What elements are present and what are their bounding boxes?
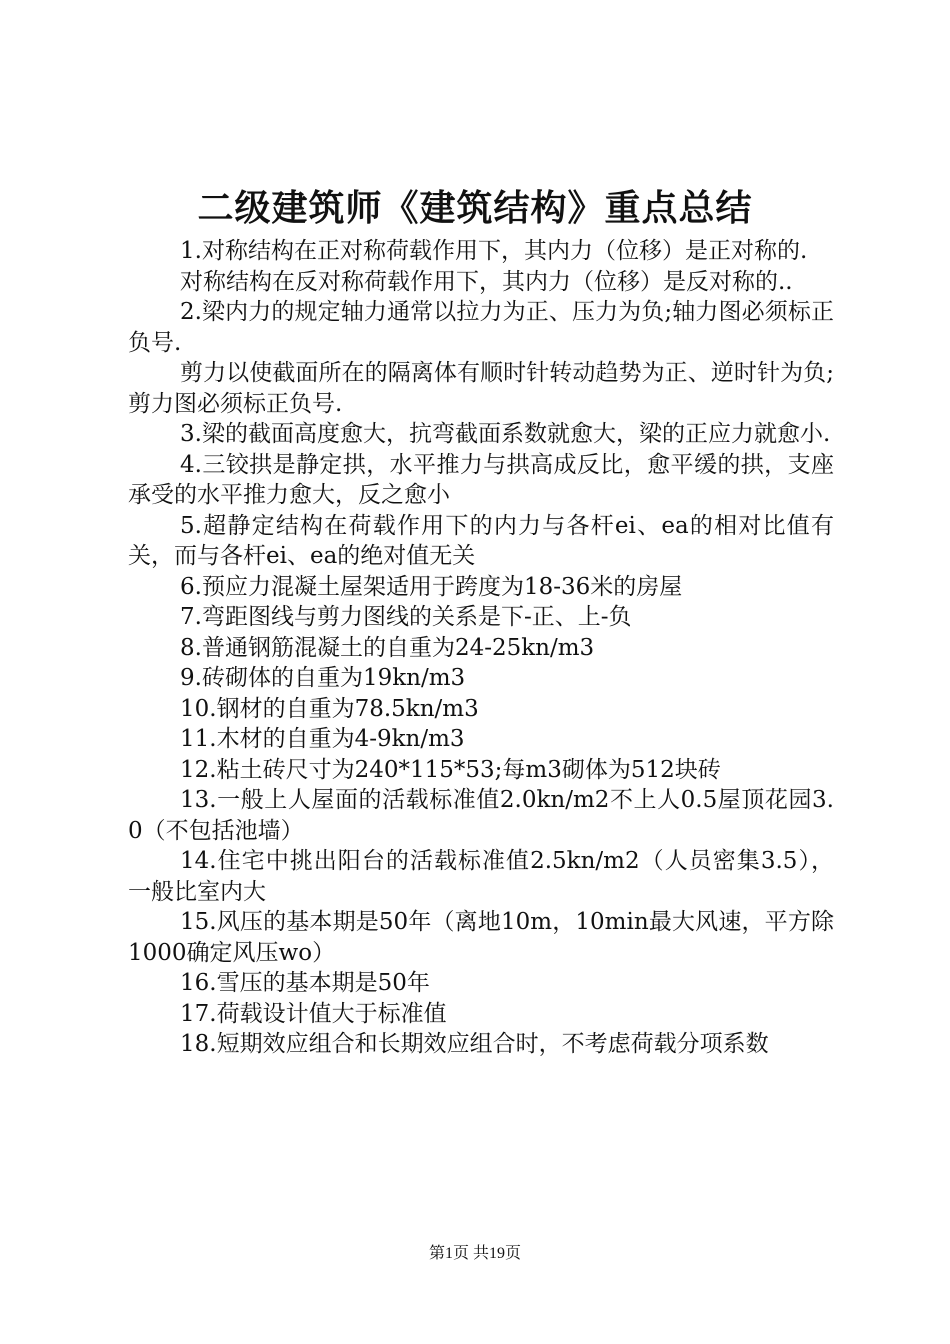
paragraph: 2.梁内力的规定轴力通常以拉力为正、压力为负;轴力图必须标正负号.	[128, 299, 834, 356]
paragraph: 对称结构在反对称荷载作用下，其内力（位移）是反对称的..	[180, 268, 793, 295]
paragraph: 11.木材的自重为4-9kn/m3	[180, 726, 465, 752]
paragraph: 5.超静定结构在荷载作用下的内力与各杆ei、ea的相对比值有关，而与各杆ei、ea的绝对值无关	[128, 512, 834, 569]
paragraph: 14.住宅中挑出阳台的活载标准值2.5kn/m2（人员密集3.5），一般比室内大	[128, 848, 834, 905]
paragraph: 18.短期效应组合和长期效应组合时，不考虑荷载分项系数	[180, 1031, 769, 1057]
document-body	[128, 236, 834, 1060]
page-footer: 第1页 共19页	[428, 1245, 521, 1262]
paragraph: 9.砖砌体的自重为19kn/m3	[180, 665, 466, 691]
paragraph: 1.对称结构在正对称荷载作用下，其内力（位移）是正对称的.	[180, 238, 808, 264]
paragraph: 16.雪压的基本期是50年	[180, 970, 430, 996]
document-title: 二级建筑师《建筑结构》重点总结	[197, 187, 753, 229]
paragraph: 13.一般上人屋面的活载标准值2.0kn/m2不上人0.5屋顶花园3.0（不包括池墙）	[128, 787, 834, 844]
paragraph: 4.三铰拱是静定拱，水平推力与拱高成反比，愈平缓的拱，支座承受的水平推力愈大，反之愈小	[128, 451, 834, 508]
paragraph: 15.风压的基本期是50年（离地10m，10min最大风速，平方除1000确定风压wo）	[128, 909, 834, 966]
paragraph: 3.梁的截面高度愈大，抗弯截面系数就愈大，梁的正应力就愈小.	[180, 421, 831, 447]
paragraph: 12.粘土砖尺寸为240*115*53;每m3砌体为512块砖	[180, 756, 721, 783]
paragraph: 剪力以使截面所在的隔离体有顺时针转动趋势为正、逆时针为负;剪力图必须标正负号.	[128, 360, 834, 417]
paragraph: 10.钢材的自重为78.5kn/m3	[180, 695, 479, 722]
paragraph: 6.预应力混凝土屋架适用于跨度为18-36米的房屋	[180, 573, 683, 600]
paragraph: 17.荷载设计值大于标准值	[180, 1000, 447, 1027]
paragraph: 7.弯距图线与剪力图线的关系是下-正、上-负	[180, 604, 632, 630]
paragraph: 8.普通钢筋混凝土的自重为24-25kn/m3	[180, 634, 595, 661]
